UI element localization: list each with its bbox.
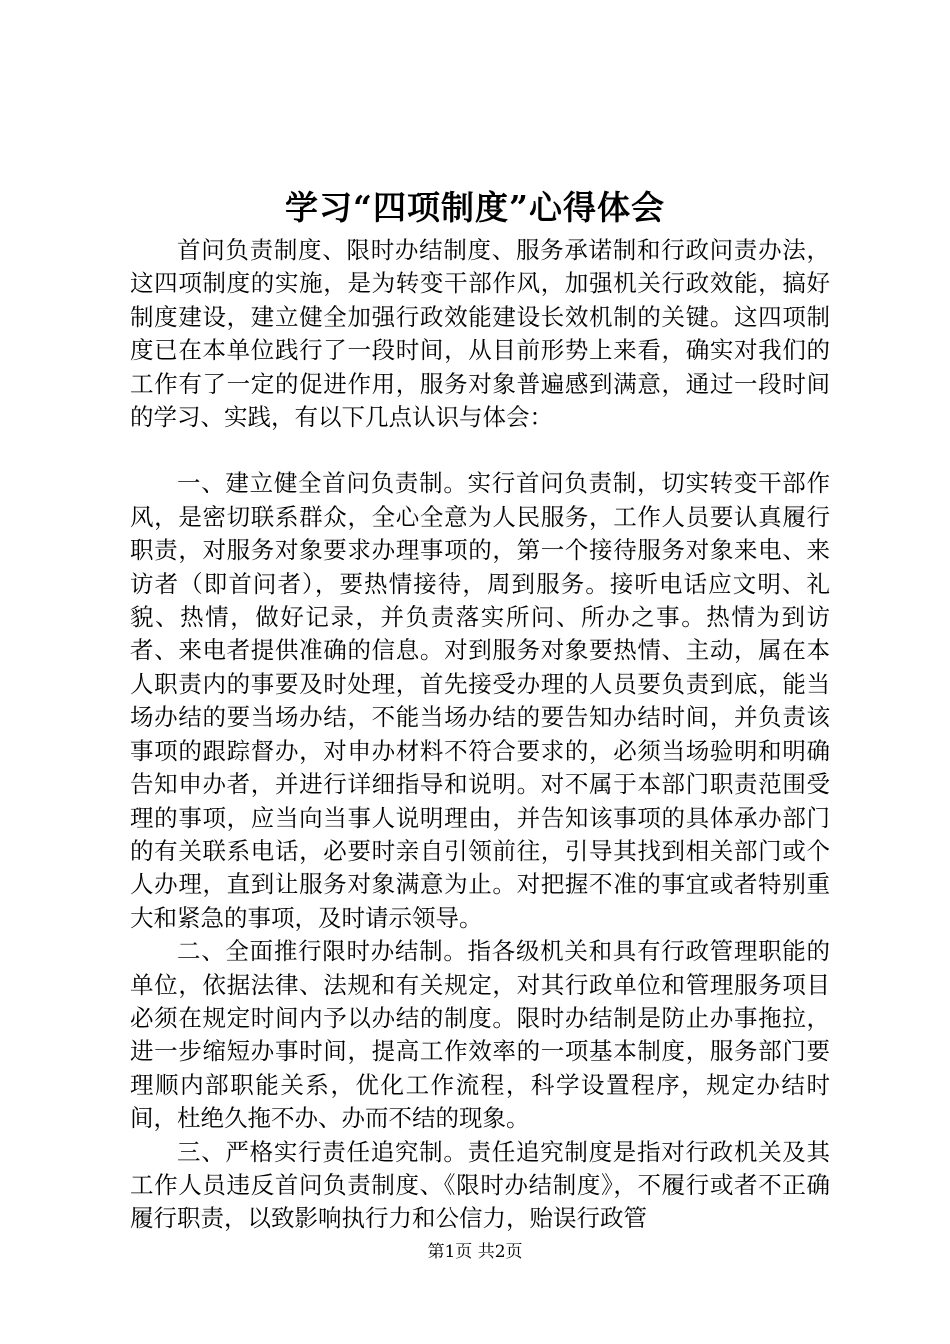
page-number-footer: 第1页 共2页: [427, 1242, 523, 1262]
paragraph-section-3: 三、严格实行责任追究制。责任追究制度是指对行政机关及其工作人员违反首问负责制度、《限时办结制度》，不履行或者不正确履行职责，以致影响执行力和公信力，贻误行政管: [130, 1137, 830, 1233]
paragraph-spacer: [130, 434, 830, 467]
document-title: 学习“四项制度”心得体会: [285, 188, 665, 227]
paragraph-section-2: 二、全面推行限时办结制。指各级机关和具有行政管理职能的单位，依据法律、法规和有关规定，对其行政单位和管理服务项目必须在规定时间内予以办结的制度。限时办结制是防止办事拖拉，进一步缩短办事时间，提高工作效率的一项基本制度，服务部门要理顺内部职能关系，优化工作流程，科学设置程序，规定办结时间，杜绝久拖不办、办而不结的现象。: [130, 937, 830, 1133]
paragraph-intro: 首问负责制度、限时办结制度、服务承诺制和行政问责办法，这四项制度的实施，是为转变干部作风，加强机关行政效能，搞好制度建设，建立健全加强行政效能建设长效机制的关键。这四项制度已在本单位践行了一段时间，从目前形势上来看，确实对我们的工作有了一定的促进作用，服务对象普遍感到满意，通过一段时间的学习、实践，有以下几点认识与体会：: [130, 236, 830, 432]
paragraph-section-1: 一、建立健全首问负责制。实行首问负责制，切实转变干部作风，是密切联系群众，全心全意为人民服务，工作人员要认真履行职责，对服务对象要求办理事项的，第一个接待服务对象来电、来访者（即首问者），要热情接待，周到服务。接听电话应文明、礼貌、热情，做好记录，并负责落实所问、所办之事。热情为到访者、来电者提供准确的信息。对到服务对象要热情、主动，属在本人职责内的事要及时处理，首先接受办理的人员要负责到底，能当场办结的要当场办结，不能当场办结的要告知办结时间，并负责该事项的跟踪督办，对申办材料不符合要求的，必须当场验明和明确告知申办者，并进行详细指导和说明。对不属于本部门职责范围受理的事项，应当向当事人说明理由，并告知该事项的具体承办部门的有关联系电话，必要时亲自引领前往，引导其找到相关部门或个人办理，直到让服务对象满意为止。对把握不准的事宜或者特别重大和紧急的事项，及时请示领导。: [130, 469, 830, 932]
document-body: [130, 234, 830, 1236]
